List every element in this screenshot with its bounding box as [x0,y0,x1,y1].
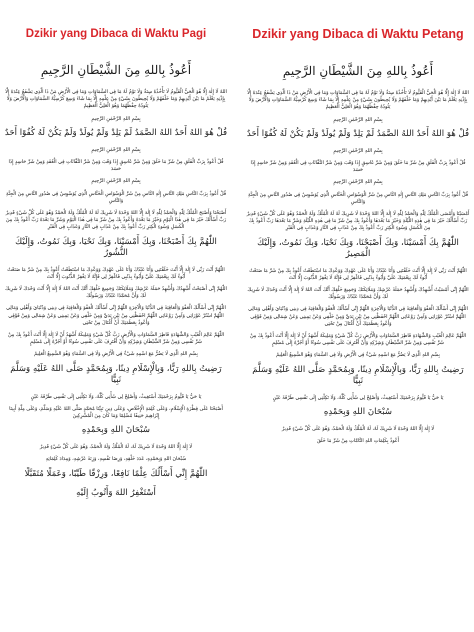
dhikr-paragraph: قُلْ هُوَ اللهُ أَحَدٌ اللهُ الصَّمَدُ لَمْ يَلِدْ وَلَمْ يُولَدْ وَلَمْ يَكُنْ لَهُ كُفُوًا أَحَدٌ [4,127,228,138]
morning-column-title: Dzikir yang Dibaca di Waktu Pagi [25,28,207,40]
dhikr-paragraph: اللهُ لَا إِلٰهَ إِلَّا هُوَ الْحَيُّ الْقَيُّومُ لَا تَأْخُذُهُ سِنَةٌ وَلَا نَوْمٌ لَهُ مَا فِي السَّمَاوَاتِ وَمَا فِي الْأَرْضِ مَنْ ذَا الَّذِي يَشْفَعُ عِنْدَهُ إِلَّا بِإِذْنِهِ يَعْلَمُ مَا بَيْنَ أَيْدِيهِمْ وَمَا خَلْفَهُمْ وَلَا يُحِيطُونَ بِشَيْءٍ مِنْ عِلْمِهِ إِلَّا بِمَا شَاءَ وَسِعَ كُرْسِيُّهُ السَّمَاوَاتِ وَالْأَرْضَ وَلَا يَئُودُهُ حِفْظُهُمَا وَهُوَ الْعَلِيُّ الْعَظِيمُ [247,90,469,111]
evening-column-body [242,63,474,445]
dhikr-paragraph: اللّٰهُمَّ عَالِمَ الْغَيْبِ وَالشَّهَادَةِ فَاطِرَ السَّمَاوَاتِ وَالْأَرْضِ رَبَّ كُلِّ شَيْءٍ وَمَلِيكَهُ أَشْهَدُ أَنْ لَا إِلٰهَ إِلَّا أَنْتَ أَعُوذُ بِكَ مِنْ شَرِّ نَفْسِي وَمِنْ شَرِّ الشَّيْطَانِ وَشِرْكِهِ وَأَنْ أَقْتَرِفَ عَلَى نَفْسِي سُوءًا أَوْ أَجُرَّهُ إِلَى مُسْلِمٍ [249,333,467,347]
dhikr-paragraph: بِسْمِ اللهِ الَّذِي لَا يَضُرُّ مَعَ اسْمِهِ شَيْءٌ فِي الْأَرْضِ وَلَا فِي السَّمَاءِ وَهُوَ السَّمِيعُ الْعَلِيمُ [276,352,440,359]
dhikr-paragraph: بِسْمِ اللهِ الَّذِي لَا يَضُرُّ مَعَ اسْمِهِ شَيْءٌ فِي الْأَرْضِ وَلَا فِي السَّمَاءِ وَهُوَ السَّمِيعُ الْعَلِيمُ [34,351,198,358]
dhikr-paragraph: اللّٰهُمَّ إِنِّي أَمْسَيْتُ أُشْهِدُكَ وَأُشْهِدُ حَمَلَةَ عَرْشِكَ وَمَلَائِكَتَكَ وَجَمِيعَ خَلْقِكَ أَنَّكَ أَنْتَ اللهُ لَا إِلٰهَ إِلَّا أَنْتَ وَحْدَكَ لَا شَرِيكَ لَكَ وَأَنَّ مُحَمَّدًا عَبْدُكَ وَرَسُولُكَ [247,287,469,301]
morning-dhikr-column [0,0,232,632]
dhikr-paragraph: اللّٰهُمَّ إِنِّي أَسْأَلُكَ الْعَفْوَ وَالْعَافِيَةَ فِي الدُّنْيَا وَالْآخِرَةِ اللّٰهُمَّ إِنِّي أَسْأَلُكَ الْعَفْوَ وَالْعَافِيَةَ فِي دِينِي وَدُنْيَايَ وَأَهْلِي وَمَالِي اللّٰهُمَّ اسْتُرْ عَوْرَاتِي وَآمِنْ رَوْعَاتِي اللّٰهُمَّ احْفَظْنِي مِنْ بَيْنِ يَدَيَّ وَمِنْ خَلْفِي وَعَنْ يَمِينِي وَعَنْ شِمَالِي وَمِنْ فَوْقِي وَأَعُوذُ بِعَظَمَتِكَ أَنْ أُغْتَالَ مِنْ تَحْتِي [6,305,226,326]
dhikr-paragraph: بِسْمِ اللهِ الرَّحْمٰنِ الرَّحِيمِ [91,146,141,153]
dhikr-paragraph: قُلْ أَعُوذُ بِرَبِّ الْفَلَقِ مِنْ شَرِّ مَا خَلَقَ وَمِنْ شَرِّ غَاسِقٍ إِذَا وَقَبَ وَمِنْ شَرِّ النَّفَّاثَاتِ فِي الْعُقَدِ وَمِنْ شَرِّ حَاسِدٍ إِذَا حَسَدَ [250,160,466,174]
dhikr-paragraph: قُلْ أَعُوذُ بِرَبِّ النَّاسِ مَلِكِ النَّاسِ إِلٰهِ النَّاسِ مِنْ شَرِّ الْوَسْوَاسِ الْخَنَّاسِ الَّذِي يُوَسْوِسُ فِي صُدُورِ النَّاسِ مِنَ الْجِنَّةِ وَالنَّاسِ [5,190,227,204]
dhikr-paragraph: سُبْحَانَ اللهِ وَبِحَمْدِهِ [81,425,151,436]
dhikr-paragraph: أَصْبَحْنَا وَأَصْبَحَ الْمُلْكُ لِلّٰهِ وَالْحَمْدُ لِلّٰهِ لَا إِلٰهَ إِلَّا اللهُ وَحْدَهُ لَا شَرِيكَ لَهُ لَهُ الْمُلْكُ وَلَهُ الْحَمْدُ وَهُوَ عَلَى كُلِّ شَيْءٍ قَدِيرٌ رَبِّ أَسْأَلُكَ خَيْرَ مَا فِي هٰذَا الْيَوْمِ وَخَيْرَ مَا بَعْدَهُ وَأَعُوذُ بِكَ مِنْ شَرِّ مَا فِي هٰذَا الْيَوْمِ وَشَرِّ مَا بَعْدَهُ رَبِّ أَعُوذُ بِكَ مِنَ الْكَسَلِ وَسُوءِ الْكِبَرِ رَبِّ أَعُوذُ بِكَ مِنْ عَذَابٍ فِي النَّارِ وَعَذَابٍ فِي الْقَبْرِ [5,210,227,231]
dhikr-paragraph: اللّٰهُمَّ بِكَ أَمْسَيْنَا، وَبِكَ أَصْبَحْنَا، وَبِكَ نَحْيَا، وَبِكَ نَمُوتُ، وَإِلَيْكَ الْمَصِيرُ [257,237,459,259]
dhikr-paragraph: بِسْمِ اللهِ الرَّحْمٰنِ الرَّحِيمِ [333,147,383,154]
dhikr-paragraph: قُلْ أَعُوذُ بِرَبِّ الْفَلَقِ مِنْ شَرِّ مَا خَلَقَ وَمِنْ شَرِّ غَاسِقٍ إِذَا وَقَبَ وَمِنْ شَرِّ النَّفَّاثَاتِ فِي الْعُقَدِ وَمِنْ شَرِّ حَاسِدٍ إِذَا حَسَدَ [8,159,224,173]
dhikr-paragraph: اللّٰهُمَّ أَنْتَ رَبِّي لَا إِلٰهَ إِلَّا أَنْتَ خَلَقْتَنِي وَأَنَا عَبْدُكَ وَأَنَا عَلَى عَهْدِكَ وَوَعْدِكَ مَا اسْتَطَعْتُ أَعُوذُ بِكَ مِنْ شَرِّ مَا صَنَعْتُ أَبُوءُ لَكَ بِنِعْمَتِكَ عَلَيَّ وَأَبُوءُ بِذَنْبِي فَاغْفِرْ لِي فَإِنَّهُ لَا يَغْفِرُ الذُّنُوبَ إِلَّا أَنْتَ [7,266,225,280]
morning-dhikr-list [4,89,228,499]
dhikr-paragraph: اللّٰهُمَّ إِنِّي أَسْأَلُكَ الْعَفْوَ وَالْعَافِيَةَ فِي الدُّنْيَا وَالْآخِرَةِ اللّٰهُمَّ إِنِّي أَسْأَلُكَ الْعَفْوَ وَالْعَافِيَةَ فِي دِينِي وَدُنْيَايَ وَأَهْلِي وَمَالِي اللّٰهُمَّ اسْتُرْ عَوْرَاتِي وَآمِنْ رَوْعَاتِي اللّٰهُمَّ احْفَظْنِي مِنْ بَيْنِ يَدَيَّ وَمِنْ خَلْفِي وَعَنْ يَمِينِي وَعَنْ شِمَالِي وَمِنْ فَوْقِي وَأَعُوذُ بِعَظَمَتِكَ أَنْ أُغْتَالَ مِنْ تَحْتِي [248,306,468,327]
dhikr-paragraph: رَضِيتُ بِاللهِ رَبًّا، وَبِالْإِسْلَامِ دِينًا، وَبِمُحَمَّدٍ صَلَّى اللهُ عَلَيْهِ وَسَلَّمَ نَبِيًّا [10,363,222,385]
dhikr-paragraph: لَا إِلٰهَ إِلَّا اللهُ وَحْدَهُ لَا شَرِيكَ لَهُ، لَهُ الْمُلْكُ وَلَهُ الْحَمْدُ، وَهُوَ عَلَى كُلِّ شَيْءٍ قَدِيرٌ [281,425,435,432]
dhikr-paragraph: لَا إِلٰهَ إِلَّا اللهُ وَحْدَهُ لَا شَرِيكَ لَهُ، لَهُ الْمُلْكُ وَلَهُ الْحَمْدُ، وَهُوَ عَلَى كُلِّ شَيْءٍ قَدِيرٌ [39,444,193,451]
evening-taawudh-heading: أَعُوذُ بِاللهِ مِنَ الشَّيْطَانِ الرَّجِيمِ [282,64,434,78]
dhikr-paragraph: اللّٰهُمَّ أَنْتَ رَبِّي لَا إِلٰهَ إِلَّا أَنْتَ خَلَقْتَنِي وَأَنَا عَبْدُكَ وَأَنَا عَلَى عَهْدِكَ وَوَعْدِكَ مَا اسْتَطَعْتُ أَعُوذُ بِكَ مِنْ شَرِّ مَا صَنَعْتُ أَبُوءُ لَكَ بِنِعْمَتِكَ عَلَيَّ وَأَبُوءُ بِذَنْبِي فَاغْفِرْ لِي فَإِنَّهُ لَا يَغْفِرُ الذُّنُوبَ إِلَّا أَنْتَ [249,267,467,281]
dhikr-paragraph: يَا حَيُّ يَا قَيُّومُ بِرَحْمَتِكَ أَسْتَغِيثُ، وَأَصْلِحْ لِي شَأْنِي كُلَّهُ، وَلَا تَكِلْنِي إِلَى نَفْسِي طَرْفَةَ عَيْنٍ [272,394,444,401]
dhikr-paragraph: اللهُ لَا إِلٰهَ إِلَّا هُوَ الْحَيُّ الْقَيُّومُ لَا تَأْخُذُهُ سِنَةٌ وَلَا نَوْمٌ لَهُ مَا فِي السَّمَاوَاتِ وَمَا فِي الْأَرْضِ مَنْ ذَا الَّذِي يَشْفَعُ عِنْدَهُ إِلَّا بِإِذْنِهِ يَعْلَمُ مَا بَيْنَ أَيْدِيهِمْ وَمَا خَلْفَهُمْ وَلَا يُحِيطُونَ بِشَيْءٍ مِنْ عِلْمِهِ إِلَّا بِمَا شَاءَ وَسِعَ كُرْسِيُّهُ السَّمَاوَاتِ وَالْأَرْضَ وَلَا يَئُودُهُ حِفْظُهُمَا وَهُوَ الْعَلِيُّ الْعَظِيمُ [5,89,227,110]
dhikr-paragraph: سُبْحَانَ اللهِ وَبِحَمْدِهِ [323,406,393,417]
morning-column-body [0,62,232,499]
dhikr-paragraph: اللّٰهُمَّ إِنِّي أَسْأَلُكَ عِلْمًا نَافِعًا، وَرِزْقًا طَيِّبًا، وَعَمَلًا مُتَقَبَّلًا [24,468,208,479]
dhikr-paragraph: يَا حَيُّ يَا قَيُّومُ بِرَحْمَتِكَ أَسْتَغِيثُ، وَأَصْلِحْ لِي شَأْنِي كُلَّهُ، وَلَا تَكِلْنِي إِلَى نَفْسِي طَرْفَةَ عَيْنٍ [30,393,202,400]
dhikr-paragraph: أَصْبَحْنَا عَلَى فِطْرَةِ الْإِسْلَامِ، وَعَلَى كَلِمَةِ الْإِخْلَاصِ، وَعَلَى دِينِ نَبِيِّنَا مُحَمَّدٍ صَلَّى اللهُ عَلَيْهِ وَسَلَّمَ، وَعَلَى مِلَّةِ أَبِينَا إِبْرَاهِيمَ حَنِيفًا مُسْلِمًا وَمَا كَانَ مِنَ الْمُشْرِكِينَ [9,405,223,420]
morning-taawudh-heading: أَعُوذُ بِاللهِ مِنَ الشَّيْطَانِ الرَّجِيمِ [40,63,192,77]
dhikr-paragraph: أَسْتَغْفِرُ اللهَ وَأَتُوبُ إِلَيْهِ [76,487,156,498]
evening-dhikr-list [246,90,470,445]
dhikr-paragraph: سُبْحَانَ اللهِ وَبِحَمْدِهِ، عَدَدَ خَلْقِهِ، وَرِضَا نَفْسِهِ، وَزِنَةَ عَرْشِهِ، وَمِدَادَ كَلِمَاتِهِ [45,456,187,463]
dhikr-paragraph: بِسْمِ اللهِ الرَّحْمٰنِ الرَّحِيمِ [333,179,383,186]
dhikr-paragraph: بِسْمِ اللهِ الرَّحْمٰنِ الرَّحِيمِ [91,115,141,122]
dhikr-paragraph: أَمْسَيْنَا وَأَمْسَى الْمُلْكُ لِلّٰهِ وَالْحَمْدُ لِلّٰهِ لَا إِلٰهَ إِلَّا اللهُ وَحْدَهُ لَا شَرِيكَ لَهُ لَهُ الْمُلْكُ وَلَهُ الْحَمْدُ وَهُوَ عَلَى كُلِّ شَيْءٍ قَدِيرٌ رَبِّ أَسْأَلُكَ خَيْرَ مَا فِي هٰذِهِ اللَّيْلَةِ وَخَيْرَ مَا بَعْدَهَا وَأَعُوذُ بِكَ مِنْ شَرِّ مَا فِي هٰذِهِ اللَّيْلَةِ وَشَرِّ مَا بَعْدَهَا رَبِّ أَعُوذُ بِكَ مِنَ الْكَسَلِ وَسُوءِ الْكِبَرِ رَبِّ أَعُوذُ بِكَ مِنْ عَذَابٍ فِي النَّارِ وَعَذَابٍ فِي الْقَبْرِ [246,211,470,232]
dhikr-paragraph: اللّٰهُمَّ بِكَ أَصْبَحْنَا، وَبِكَ أَمْسَيْنَا، وَبِكَ نَحْيَا، وَبِكَ نَمُوتُ، وَإِلَيْكَ النُّشُورُ [15,236,217,258]
dhikr-paragraph: قُلْ أَعُوذُ بِرَبِّ النَّاسِ مَلِكِ النَّاسِ إِلٰهِ النَّاسِ مِنْ شَرِّ الْوَسْوَاسِ الْخَنَّاسِ الَّذِي يُوَسْوِسُ فِي صُدُورِ النَّاسِ مِنَ الْجِنَّةِ وَالنَّاسِ [247,191,469,205]
dhikr-paragraph: قُلْ هُوَ اللهُ أَحَدٌ اللهُ الصَّمَدُ لَمْ يَلِدْ وَلَمْ يُولَدْ وَلَمْ يَكُنْ لَهُ كُفُوًا أَحَدٌ [246,128,470,139]
dhikr-paragraph: بِسْمِ اللهِ الرَّحْمٰنِ الرَّحِيمِ [333,116,383,123]
evening-dhikr-column [242,0,474,632]
dhikr-paragraph: اللّٰهُمَّ إِنِّي أَصْبَحْتُ أُشْهِدُكَ وَأُشْهِدُ حَمَلَةَ عَرْشِكَ وَمَلَائِكَتَكَ وَجَمِيعَ خَلْقِكَ أَنَّكَ أَنْتَ اللهُ لَا إِلٰهَ إِلَّا أَنْتَ وَحْدَكَ لَا شَرِيكَ لَكَ وَأَنَّ مُحَمَّدًا عَبْدُكَ وَرَسُولُكَ [5,286,227,300]
evening-column-title: Dzikir yang Dibaca di Waktu Petang [252,27,464,41]
dhikr-paragraph: اللّٰهُمَّ عَالِمَ الْغَيْبِ وَالشَّهَادَةِ فَاطِرَ السَّمَاوَاتِ وَالْأَرْضِ رَبَّ كُلِّ شَيْءٍ وَمَلِيكَهُ أَشْهَدُ أَنْ لَا إِلٰهَ إِلَّا أَنْتَ أَعُوذُ بِكَ مِنْ شَرِّ نَفْسِي وَمِنْ شَرِّ الشَّيْطَانِ وَشِرْكِهِ وَأَنْ أَقْتَرِفَ عَلَى نَفْسِي سُوءًا أَوْ أَجُرَّهُ إِلَى مُسْلِمٍ [7,332,225,346]
dhikr-paragraph: بِسْمِ اللهِ الرَّحْمٰنِ الرَّحِيمِ [91,178,141,185]
dhikr-paragraph: أَعُوذُ بِكَلِمَاتِ اللهِ التَّامَّاتِ مِنْ شَرِّ مَا خَلَقَ [316,438,400,445]
dhikr-paragraph: رَضِيتُ بِاللهِ رَبًّا، وَبِالْإِسْلَامِ دِينًا، وَبِمُحَمَّدٍ صَلَّى اللهُ عَلَيْهِ وَسَلَّمَ نَبِيًّا [252,364,464,386]
